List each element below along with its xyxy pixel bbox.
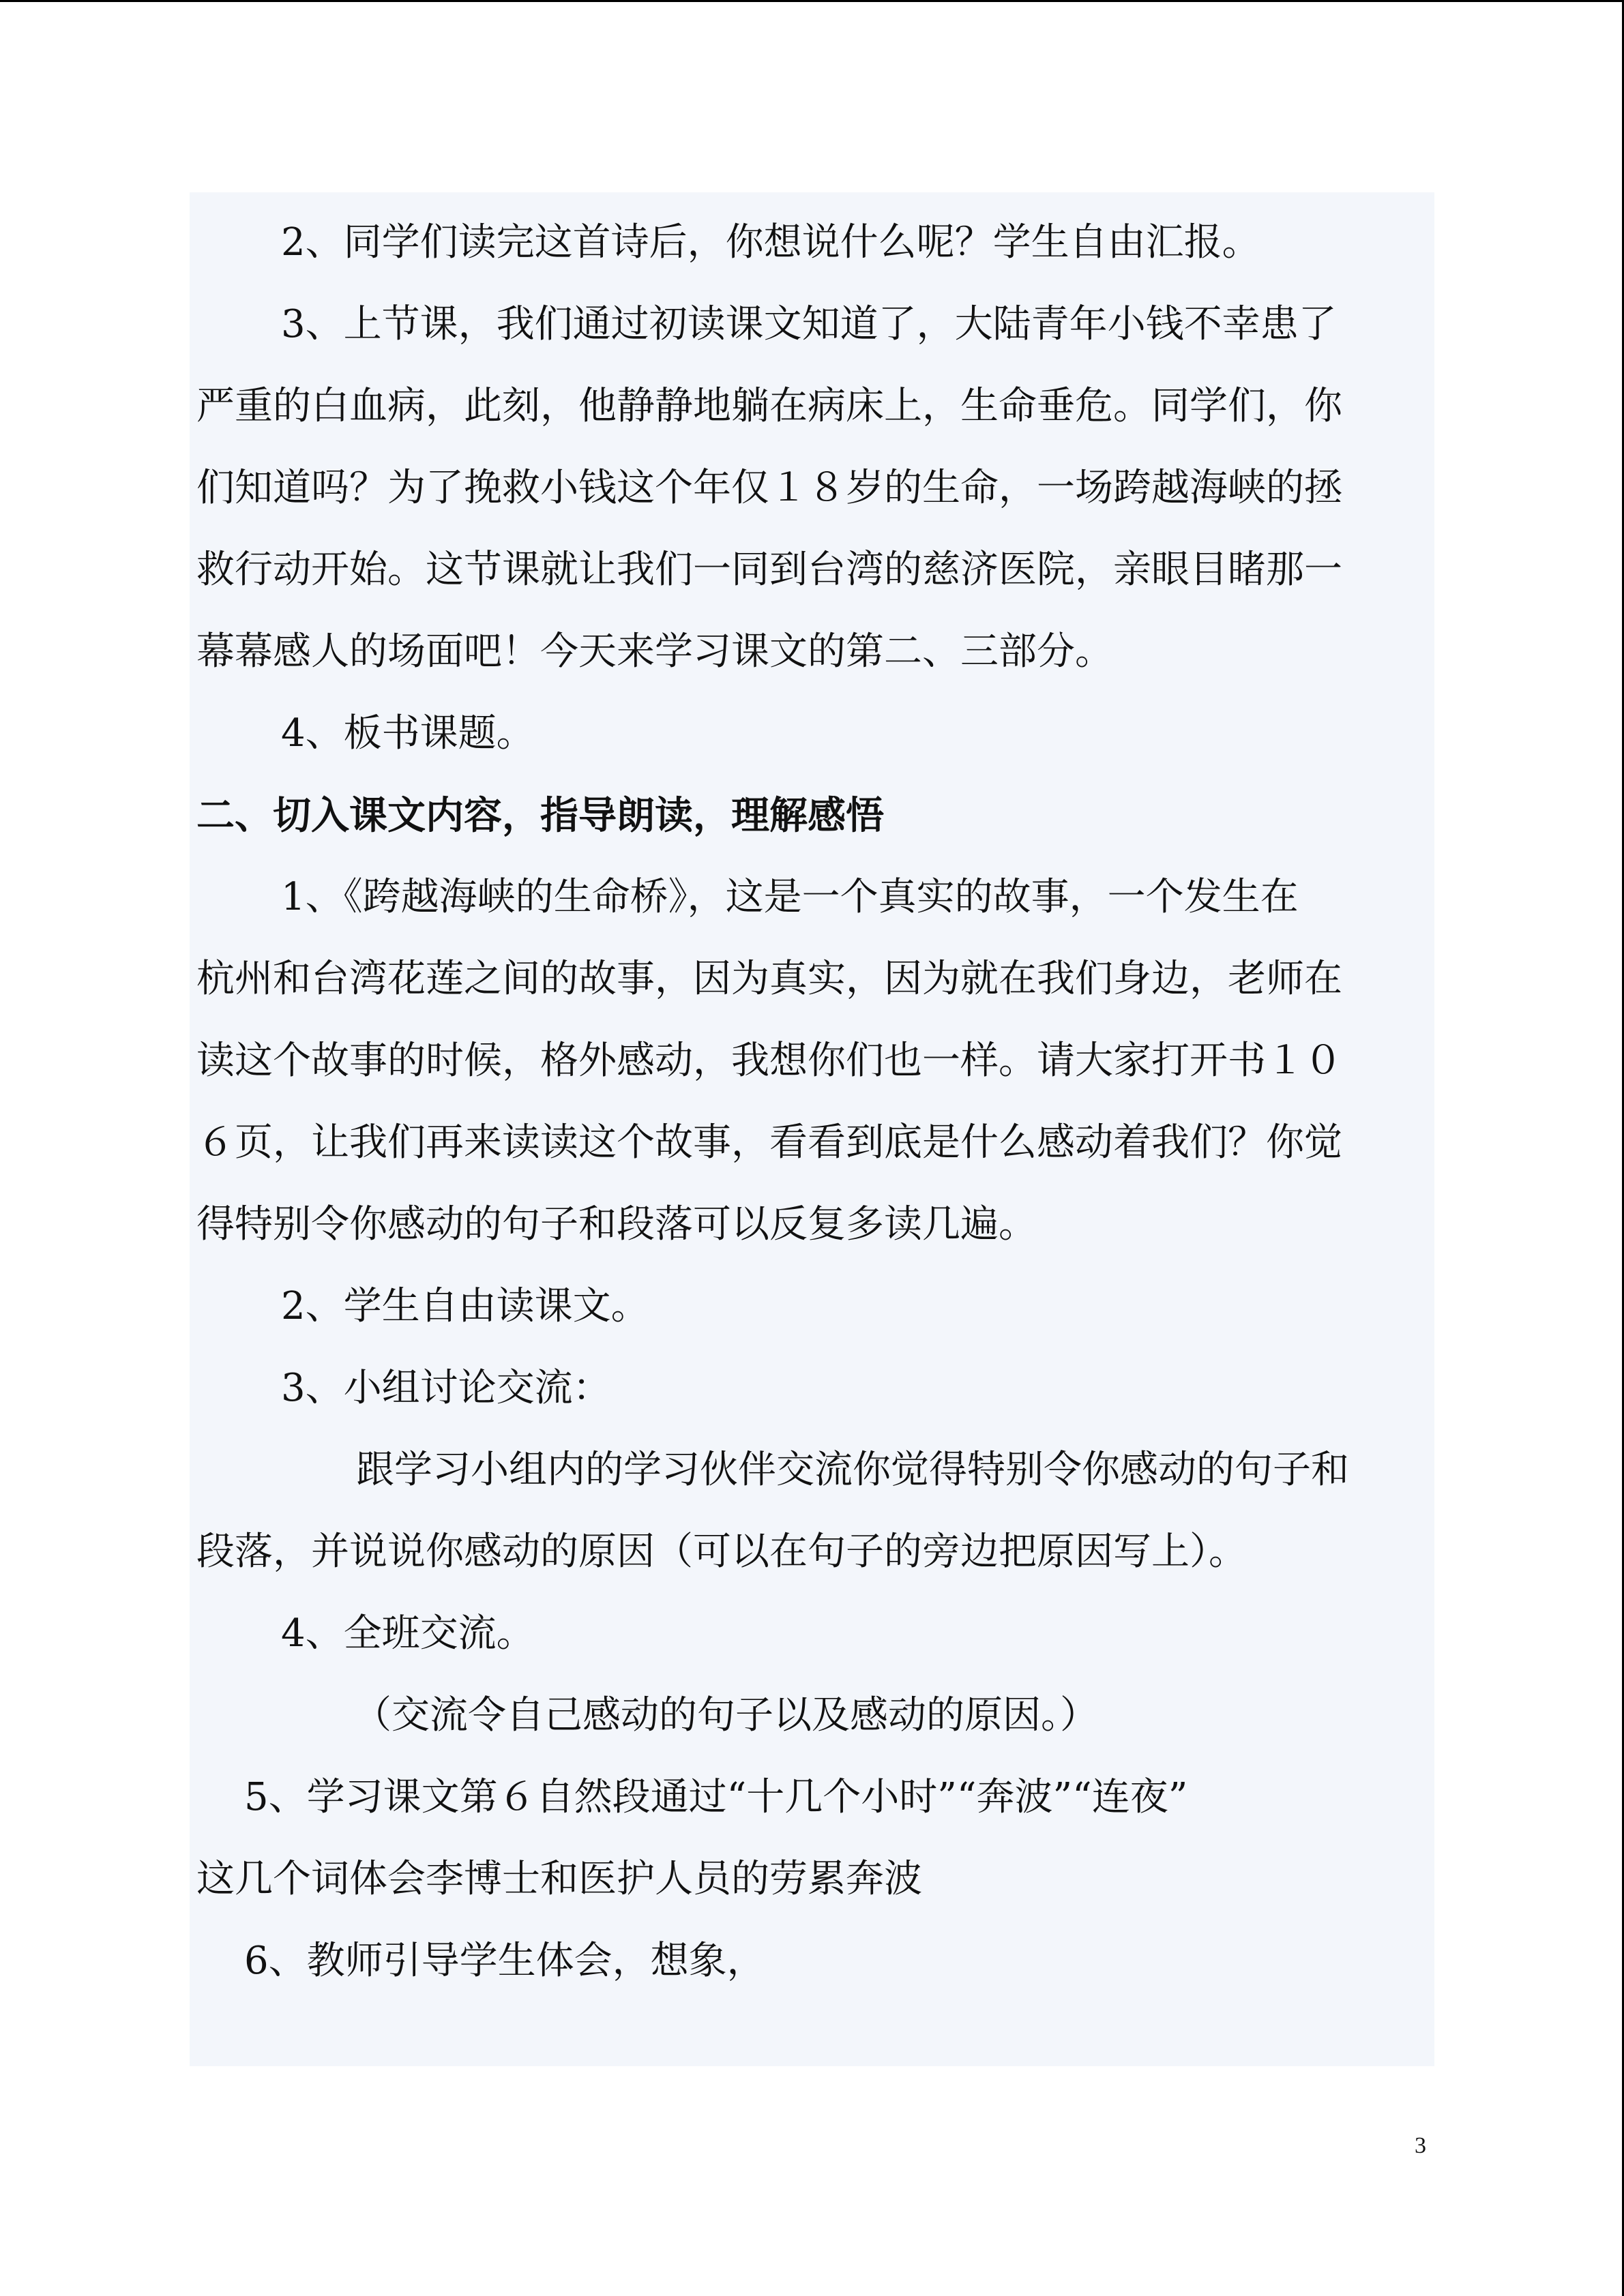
paragraph-line: 们知道吗？为了挽救小钱这个年仅１８岁的生命，一场跨越海峡的拯 [196, 466, 1342, 510]
paragraph-line: 5、学习课文第６自然段通过“十几个小时”“奔波”“连夜” [244, 1775, 1188, 1819]
paragraph-line: 杭州和台湾花莲之间的故事，因为真实，因为就在我们身边，老师在 [196, 957, 1342, 1001]
paragraph-line: 幕幕感人的场面吧！今天来学习课文的第二、三部分。 [196, 629, 1113, 674]
paragraph-line: 这几个词体会李博士和医护人员的劳累奔波 [196, 1857, 922, 1901]
paragraph-line: 6、教师引导学生体会，想象， [244, 1939, 765, 1983]
paragraph-line: 严重的白血病，此刻，他静静地躺在病床上，生命垂危。同学们，你 [196, 384, 1342, 428]
paragraph-line: 跟学习小组内的学习伙伴交流你觉得特别令你感动的句子和 [356, 1448, 1349, 1492]
page-number: 3 [1415, 2133, 1426, 2158]
paragraph-line: ６页，让我们再来读读这个故事，看看到底是什么感动着我们？你觉 [196, 1120, 1342, 1165]
paragraph-line: 读这个故事的时候，格外感动，我想你们也一样。请大家打开书１０ [196, 1039, 1342, 1083]
section-heading: 二、切入课文内容，指导朗读，理解感悟 [196, 793, 884, 838]
paragraph-line: 4、板书课题。 [281, 711, 535, 756]
paragraph-line: 救行动开始。这节课就让我们一同到台湾的慈济医院，亲眼目睹那一 [196, 548, 1342, 592]
document-body [190, 192, 1434, 2066]
paragraph-line: 4、全班交流。 [281, 1611, 535, 1656]
paragraph-line: 3、小组讨论交流： [281, 1366, 611, 1410]
paragraph-line: 3、上节课，我们通过初读课文知道了，大陆青年小钱不幸患了 [281, 302, 1337, 346]
paragraph-line: 段落，并说说你感动的原因（可以在句子的旁边把原因写上）。 [196, 1530, 1247, 1574]
paragraph-line: 2、学生自由读课文。 [281, 1284, 649, 1328]
paragraph-line: （交流令自己感动的句子以及感动的原因。） [353, 1693, 1098, 1738]
top-border [0, 0, 1624, 2]
paragraph-line: 1、《跨越海峡的生命桥》，这是一个真实的故事，一个发生在 [281, 875, 1299, 919]
paragraph-line: 2、同学们读完这首诗后，你想说什么呢？学生自由汇报。 [281, 220, 1260, 265]
paragraph-line: 得特别令你感动的句子和段落可以反复多读几遍。 [196, 1202, 1037, 1247]
